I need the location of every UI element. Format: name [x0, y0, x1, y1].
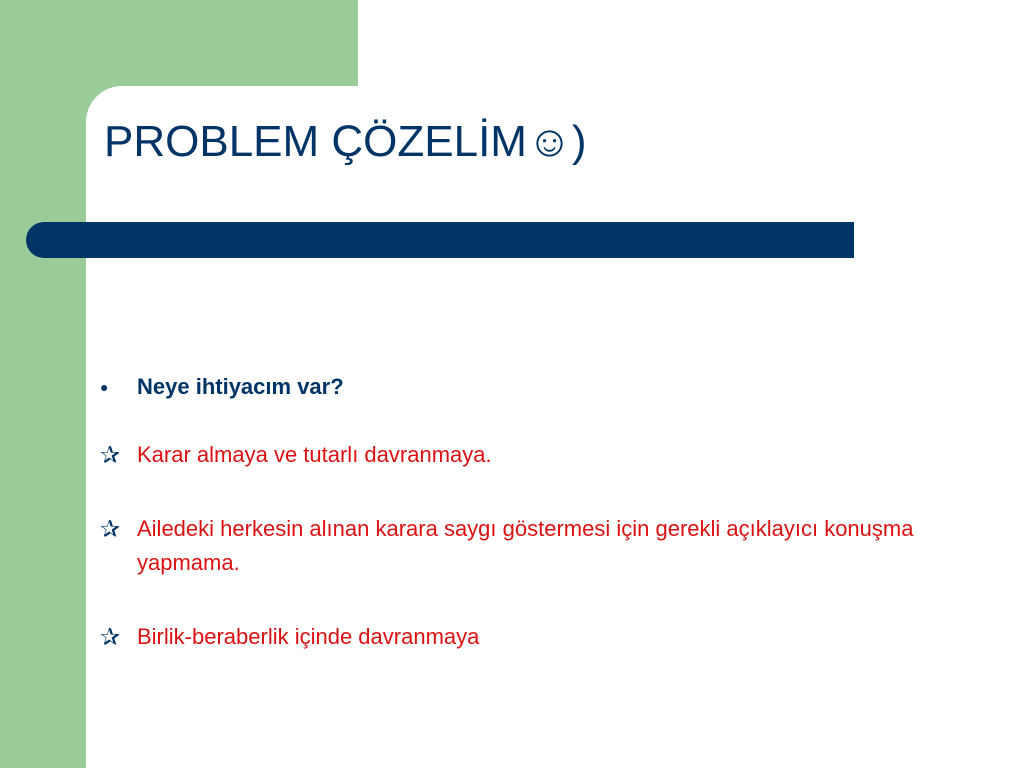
answer-text: Birlik-beraberlik içinde davranmaya: [137, 624, 480, 649]
slide-title: PROBLEM ÇÖZELİM☺): [104, 117, 587, 166]
answer-text: Karar almaya ve tutarlı davranmaya.: [137, 442, 492, 467]
answer-item: [100, 438, 920, 472]
bullet-list: [100, 370, 920, 694]
question-text: Neye ihtiyacım var?: [137, 374, 344, 399]
star-outline-icon: ✰: [100, 515, 121, 543]
answer-item: [100, 512, 920, 580]
title-underline-bar: [26, 222, 854, 258]
star-outline-icon: ✰: [100, 441, 121, 469]
answer-text: Ailedeki herkesin alınan karara saygı göstermesi için gerekli açıklayıcı konuşma yapmama.: [137, 516, 914, 575]
star-outline-icon: ✰: [100, 623, 121, 651]
bullet-dot-icon: ●: [100, 379, 109, 395]
question-item: [100, 370, 920, 404]
answer-item: [100, 620, 920, 654]
